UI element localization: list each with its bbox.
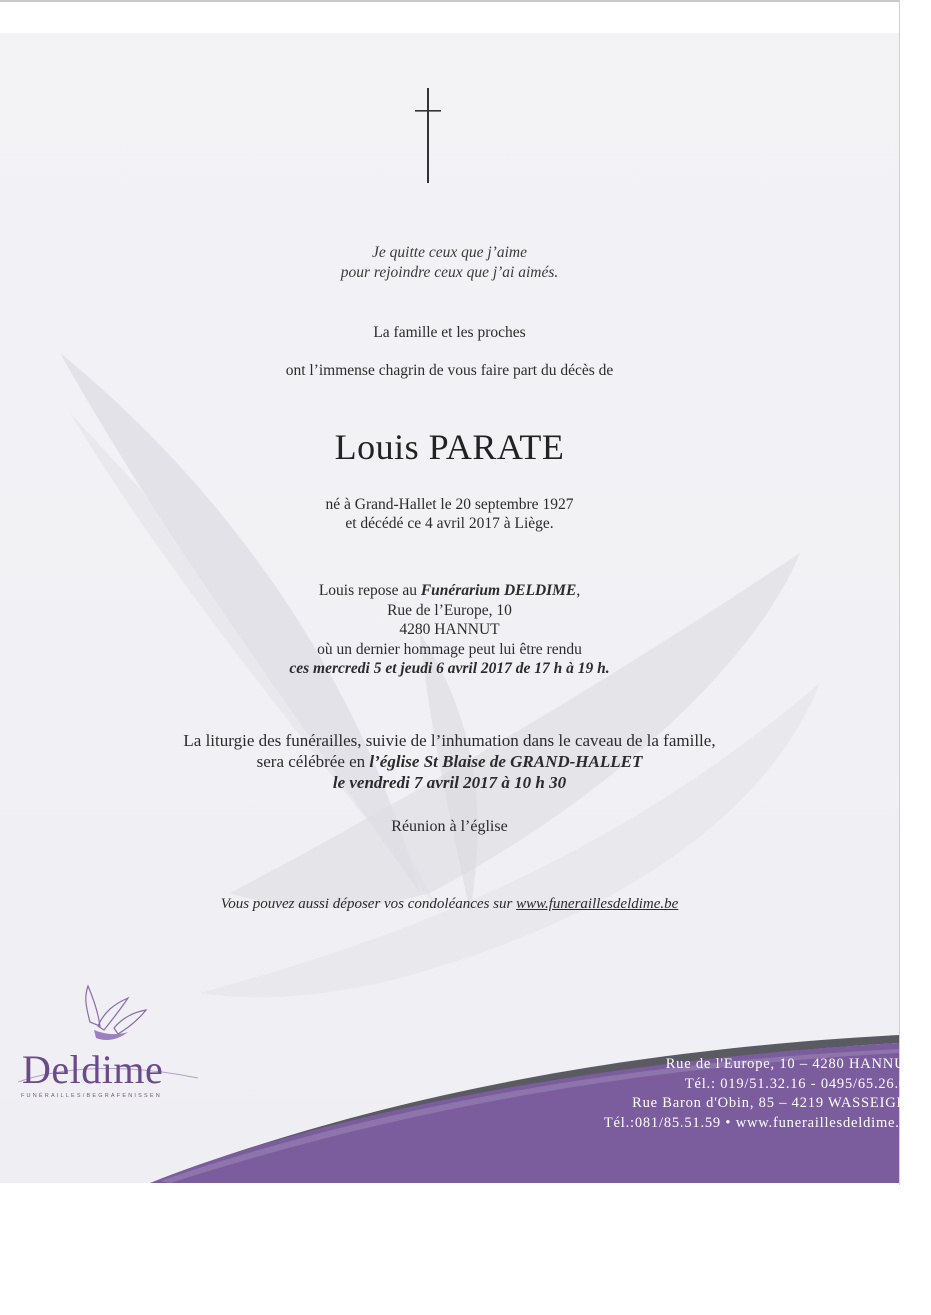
page-top-edge: [0, 0, 900, 2]
contact-line-3: Rue Baron d'Obin, 85 – 4219 WASSEIGES: [632, 1095, 915, 1111]
logo-tagline: FUNÉRAILLES/BEGRAFENISSEN: [21, 1093, 162, 1099]
liturgie-prefix: sera célébrée en: [256, 752, 370, 771]
repose-suffix: ,: [576, 582, 581, 599]
liturgie-info: [0, 730, 899, 793]
liturgie-date: le vendredi 7 avril 2017 à 10 h 30: [332, 773, 567, 792]
intro-famille: La famille et les proches: [373, 324, 526, 341]
liturgie-line-2: [0, 751, 899, 772]
quote-line-2: pour rejoindre ceux que j’ai aimés.: [340, 264, 559, 281]
logo-name: Deldime: [22, 1047, 164, 1092]
contact-line-1: Rue de l'Europe, 10 – 4280 HANNUT: [665, 1056, 915, 1072]
intro-chagrin: ont l’immense chagrin de vous faire part du décès de: [285, 362, 614, 379]
church-name: l’église St Blaise de GRAND-HALLET: [369, 752, 643, 771]
contact-line-2: Tél.: 019/51.32.16 - 0495/65.26.03: [684, 1075, 915, 1092]
repose-dates: ces mercredi 5 et jeudi 6 avril 2017 de 17 h à 19 h.: [289, 660, 610, 677]
birth-death-info: [0, 495, 899, 533]
repose-line: [0, 581, 899, 601]
repose-prefix: Louis repose au: [318, 582, 421, 599]
condoleances-link[interactable]: www.funeraillesdeldime.be: [516, 896, 679, 912]
deceased-name: Louis PARATE: [334, 427, 565, 467]
liturgie-line-1: La liturgie des funérailles, suivie de l’inhumation dans le caveau de la famille,: [183, 731, 716, 750]
repose-city: 4280 HANNUT: [399, 621, 500, 638]
repose-hommage: où un dernier hommage peut lui être rendu: [317, 640, 582, 658]
contact-info: [604, 1055, 915, 1133]
quote-line-1: Je quitte ceux que j’aime: [372, 244, 527, 261]
contact-line-4: Tél.:081/85.51.59 • www.funeraillesdeldime.be: [603, 1114, 915, 1131]
reunion: Réunion à l’église: [391, 818, 508, 835]
death-line: et décédé ce 4 avril 2017 à Liège.: [345, 515, 554, 532]
repose-info: [0, 581, 899, 679]
repose-street: Rue de l’Europe, 10: [387, 601, 512, 619]
condoleances-text: Vous pouvez aussi déposer vos condoléances sur: [220, 896, 517, 912]
funerarium-name: Funérarium DELDIME: [420, 582, 577, 599]
condoleances: [0, 896, 899, 913]
birth-line: né à Grand-Hallet le 20 septembre 1927: [325, 496, 574, 513]
quote: [0, 243, 899, 283]
latin-cross-icon: [413, 88, 443, 183]
page-right-edge: [899, 0, 900, 1185]
